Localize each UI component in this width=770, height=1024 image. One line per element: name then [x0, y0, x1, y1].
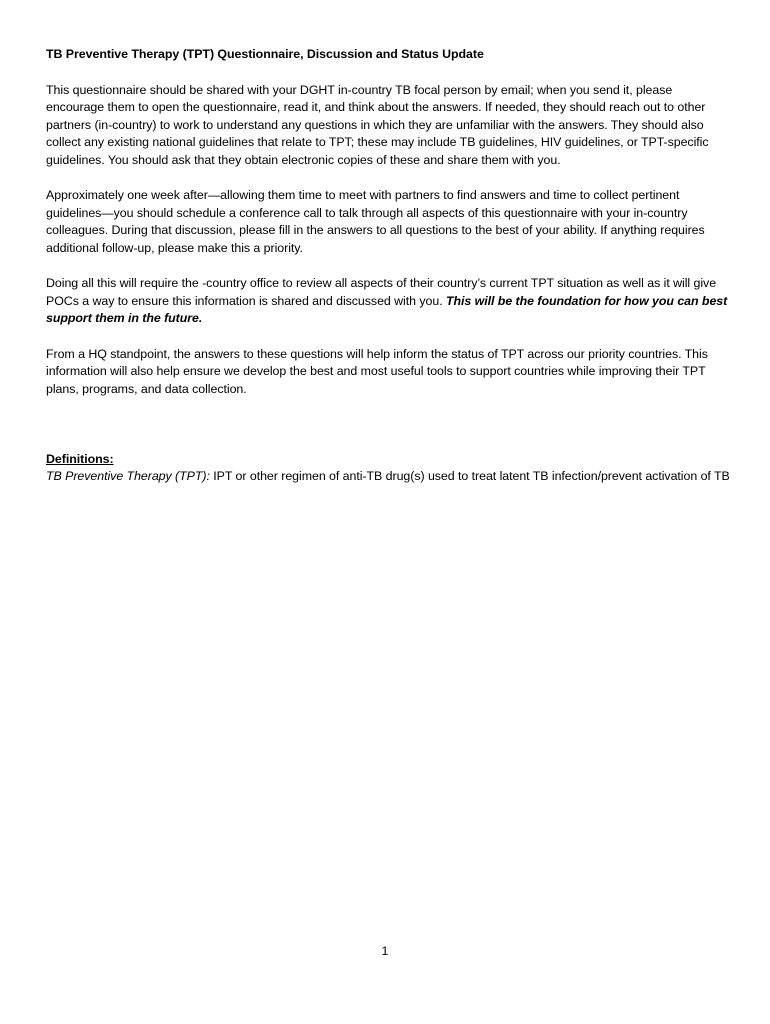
page-number: 1 — [381, 944, 389, 958]
review-paragraph — [46, 275, 732, 328]
definition-text: IPT or other regimen of anti-TB drug(s) used to treat latent TB infection/prevent activation of TB — [209, 469, 730, 484]
definition-term: TB Preventive Therapy (TPT): — [46, 469, 210, 484]
review-paragraph-text: Doing all this will require the -country office to review all aspects of their country’s current TPT situation as well as it will give POCs a way to ensure this information is shared and discussed with you. — [46, 276, 717, 308]
review-paragraph-emphasis: This will be the foundation for how you can best support them in the future. — [46, 293, 728, 326]
hq-paragraph: From a HQ standpoint, the answers to these questions will help inform the status of TPT across our priority countries. This information will also help ensure we develop the best and most useful tools to support countries while improving their TPT plans, programs, and data collection. — [46, 346, 708, 396]
document-page — [46, 46, 732, 486]
definition-item — [46, 468, 732, 486]
document-title: TB Preventive Therapy (TPT) Questionnaire, Discussion and Status Update — [46, 47, 484, 61]
definitions-heading: Definitions: — [46, 451, 114, 466]
intro-paragraph: This questionnaire should be shared with your DGHT in-country TB focal person by email; when you send it, please encourage them to open the questionnaire, read it, and think about the answers. If needed, they should reach out to other partners (in-country) to work to understand any questions in which they are unfamiliar with the answers. They should also collect any existing national guidelines that relate to TPT; these may include TB guidelines, HIV guidelines, or TPT-specific guidelines. You should ask that they obtain electronic copies of these and share them with you. — [46, 82, 709, 167]
follow-up-paragraph: Approximately one week after—allowing them time to meet with partners to find answers and time to collect pertinent guidelines—you should schedule a conference call to talk through all aspects of this questionnaire with your in-country colleagues. During that discussion, please fill in the answers to all questions to the best of your ability. If anything requires additional follow-up, please make this a priority. — [46, 188, 705, 255]
section-spacer — [46, 416, 732, 451]
